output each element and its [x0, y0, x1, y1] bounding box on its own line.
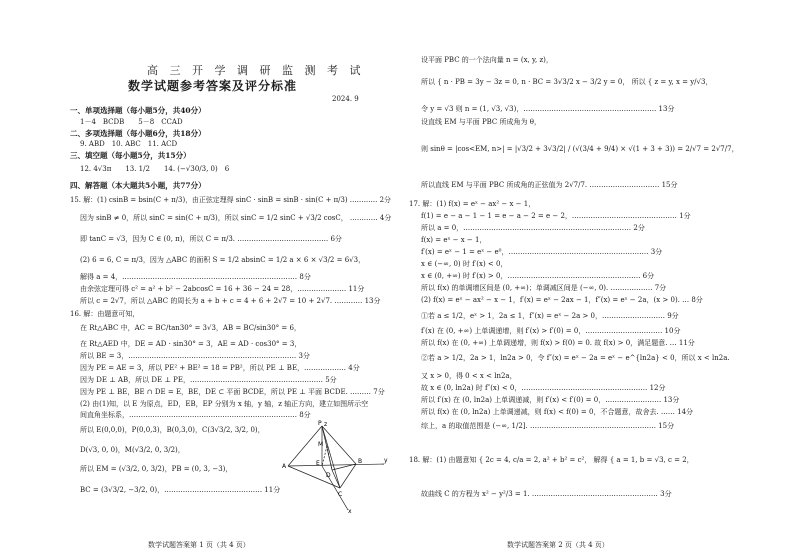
figure-label: z [324, 421, 328, 428]
solution-line: (2) 6 = 6, C = π/3，因为 △ABC 的面积 S = 1/2 absinC = 1/2 a × 6 × √3/2 = 6√3， [80, 256, 366, 264]
solution-line: 因为 PE = AE = 3，所以 PE² + BE² = 18 = PB²，所以 PE ⊥ BE，……………… 4分 [80, 364, 360, 372]
exam-date: 2024. 9 [332, 95, 359, 103]
answer-line: 1－4 BCDB 5－8 CCAD [80, 118, 183, 126]
solution-line: 因为 PE ⊥ BE，BE ∩ DE = E，BE，DE ⊂ 平面 BCDE，所以 PE ⊥ 平面 BCDE. ……… 7分 [80, 388, 385, 396]
exam-title: 高 三 开 学 调 研 监 测 考 试 [147, 64, 365, 77]
solution-line: 由余弦定理可得 c² = a² + b² − 2abcosC = 16 + 36 − 24 = 28，………………… 11分 [80, 285, 365, 293]
solution-line: 故 x ∈ (0, ln2a) 时 f″(x) < 0，……………………………………………… 12分 [421, 384, 666, 392]
solution-line: 令 y = √3 则 n = (1, √3, √3)，………………………………………………… 13分 [421, 105, 675, 113]
solution-line: 设直线 EM 与平面 PBC 所成角为 θ， [421, 118, 541, 126]
solution-line: D(√3, 0, 0)，M(√3/2, 0, 3/2)， [80, 446, 185, 454]
solution-line: x ∈ (−∞, 0) 时 f′(x) < 0， [421, 260, 508, 268]
section-heading: 三、填空题（每小题5分，共15分） [70, 151, 191, 160]
figure-label: x [348, 508, 352, 514]
figure-label: M [318, 441, 324, 448]
solution-line: 在 Rt△ABC 中，AC = BC/tan30° = 3√3，AB = BC/sin30° = 6， [80, 324, 301, 332]
solution-line: 综上，a 的取值范围是 (−∞, 1/2]. ……………………………………………… 15分 [421, 422, 675, 430]
solution-line: ②若 a > 1/2，2a > 1，ln2a > 0，令 f″(x) = eˣ − 2a = eˣ − e^{ln2a} < 0，所以 x < ln2a. [421, 354, 730, 362]
figure-label: D [326, 472, 331, 479]
solution-line: 间直角坐标系，……………………………………………………………… 8分 [80, 411, 311, 419]
solution-line: f(x) = eˣ − x − 1， [421, 236, 487, 244]
solution-line: 18. 解：(1) 由题意知 { 2c = 4, c/a = 2, a² + b² = c²， 解得 { a = 1, b = √3, c = 2， [409, 456, 694, 464]
section-heading: 二、多项选择题（每小题6分，共18分） [70, 129, 206, 138]
page-footer: 数学试题答案第 1 页（共 4 页） [148, 541, 250, 549]
solution-line: 所以 c = 2√7，所以 △ABC 的周长为 a + b + c = 4 + 6 + 2√7 = 10 + 2√7. ………… 13分 [80, 297, 381, 305]
figure-label: P [318, 420, 322, 427]
answer-key-title: 数学试题参考答案及评分标准 [128, 79, 298, 93]
solution-line: BC = (3√3/2, −3/2, 0)，…………………………………… 11分 [80, 486, 281, 494]
solution-line: 在 Rt△AED 中，DE = AD · sin30° = 3，AE = AD · cos30° = 3， [80, 340, 302, 348]
solution-line: 设平面 PBC 的一个法向量 n = (x, y, z)， [421, 56, 553, 64]
solution-line: ①若 a ≤ 1/2，eˣ > 1，2a ≤ 1，f″(x) = eˣ − 2a > 0，……………………… 9分 [421, 312, 679, 320]
solution-line: 解得 a = 4，………………………………………………………………… 8分 [80, 273, 311, 281]
solution-line: f(1) = e − a − 1 − 1 = e − a − 2 = e − 2，……………………………………… 1分 [421, 212, 691, 220]
solution-line: f′(x) 在 (0, +∞) 上单调递增，则 f′(x) > f′(0) = 0，…………………………… 10分 [421, 327, 681, 335]
solution-line: 所以 BE = 3，……………………………………………………………… 3分 [80, 352, 310, 360]
solution-line: 所以 f(x) 在 (0, ln2a) 上单调递减，则 f(x) < f(0) = 0，不合题意，故舍去. …… 14分 [421, 408, 694, 416]
solution-line: 16. 解：由题意可知， [70, 310, 140, 318]
solution-line: (2) 由(1)知，以 E 为原点，ED，EB，EP 分别为 x 轴，y 轴，z 轴正方向，建立如图所示空 [80, 400, 369, 408]
figure-label: A [282, 463, 287, 470]
pyramid-figure [282, 418, 390, 514]
solution-line: 即 tanC = √3，因为 C ∈ (0, π)，所以 C = π/3. ………………………………… 6分 [80, 235, 342, 243]
solution-line: 所以 a = 0，……………………………………………………………… 2分 [421, 224, 645, 232]
solution-line: 15. 解：(1) csinB = bsin(C + π/3)，由正弦定理得 sinC · sinB = sinB · sin(C + π/3) ………… 2分 [70, 196, 391, 204]
solution-line: 所以 { n · PB = 3y − 3z = 0, n · BC = 3√3/2 x − 3/2 y = 0， 所以 { z = y, x = y/√3， [421, 78, 713, 86]
solution-line: 所以 f(x) 的单调增区间是 (0, +∞)；单调减区间是 (−∞, 0). ……………… 7分 [421, 284, 667, 292]
figure-label: y [384, 457, 388, 464]
solution-line: x ∈ (0, +∞) 时 f′(x) > 0，………………………………………………… 6分 [421, 272, 655, 280]
solution-line: 所以 f′(x) 在 (0, ln2a) 上单调递减，则 f′(x) < f′(0) = 0，…………………… 13分 [421, 396, 680, 404]
answer-page-2 [397, 0, 794, 558]
solution-line: 因为 sinB ≠ 0，所以 sinC = sin(C + π/3)，所以 sinC = 1/2 sinC + √3/2 cosC， ………… 4分 [80, 214, 392, 222]
solution-line: 所以 EM = (√3/2, 0, 3/2)，PB = (0, 3, −3)， [80, 465, 233, 473]
answer-line: 9. ABD 10. ABC 11. ACD [80, 140, 178, 148]
solution-line: 所以直线 EM 与平面 PBC 所成角的正弦值为 2√7/7. ………………………… 15分 [421, 181, 678, 189]
figure-label: B [358, 458, 363, 465]
answer-line: 12. 4√3π 13. 1/2 14. (−√30/3, 0) 6 [80, 165, 230, 173]
section-heading: 四、解答题（本大题共5小题，共77分） [70, 181, 206, 190]
solution-line: 17. 解：(1) f(x) = eˣ − ax² − x − 1， [409, 200, 536, 208]
solution-line: 则 sinθ = |cos<EM, n>| = |√3/2 + 3√3/2| / (√(3/4 + 9/4) × √(1 + 3 + 3)) = 2/√7 = 2√7/7， [421, 145, 739, 153]
solution-line: 又 x > 0，得 0 < x < ln2a， [421, 372, 517, 380]
figure-label: E [316, 460, 320, 467]
solution-line: 故曲线 C 的方程为 x² − y²/3 = 1. ……………………………………………… 3分 [421, 490, 672, 498]
solution-line: 所以 f(x) 在 (0, +∞) 上单调递增，则 f(x) > f(0) = 0. 故 f(x) > 0，满足题意. … 11分 [421, 339, 695, 347]
section-heading: 一、单项选择题（每小题5分，共40分） [70, 106, 206, 115]
page-footer: 数学试题答案第 2 页（共 4 页） [507, 541, 609, 549]
solution-line: 因为 DE ⊥ AB，所以 DE ⊥ PE，………………………………………………… 5分 [80, 376, 337, 384]
solution-line: (2) f(x) = eˣ − ax² − x − 1，f′(x) = eˣ − 2ax − 1，f″(x) = eˣ − 2a，(x > 0). … 8分 [421, 296, 703, 304]
solution-line: f′(x) = eˣ − 1 = eˣ − e⁰，…………………………………………………… 3分 [421, 248, 663, 256]
figure-label: C [338, 491, 343, 498]
solution-line: 所以 E(0,0,0)，P(0,0,3)，B(0,3,0)，C(3√3/2, 3/2, 0)， [80, 426, 265, 434]
